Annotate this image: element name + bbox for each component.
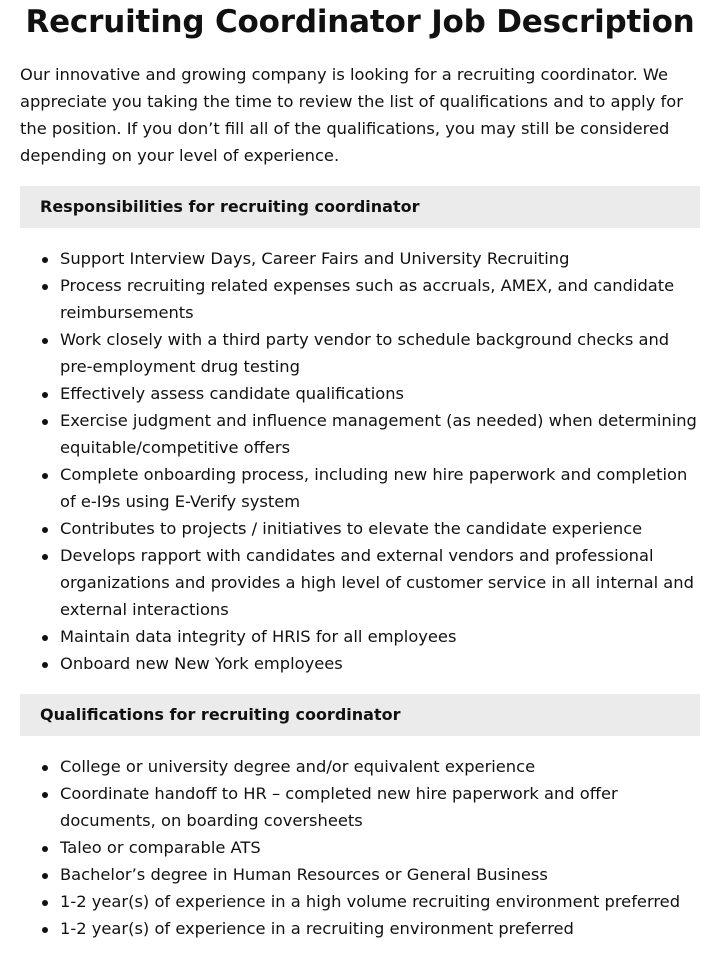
qualifications-list xyxy=(20,753,700,942)
responsibilities-list xyxy=(20,245,700,677)
list-item: Complete onboarding process, including new hire paperwork and completion of e-I9s using E-Verify system xyxy=(20,461,700,515)
list-item: 1-2 year(s) of experience in a recruiting environment preferred xyxy=(20,915,700,942)
list-item: Taleo or comparable ATS xyxy=(20,834,700,861)
intro-paragraph: Our innovative and growing company is looking for a recruiting coordinator. We appreciate you taking the time to review the list of qualifications and to apply for the position. If you don’t fill all of the qualifications, you may still be considered depending on your level of experience. xyxy=(20,65,683,165)
list-item: Bachelor’s degree in Human Resources or General Business xyxy=(20,861,700,888)
list-item: Develops rapport with candidates and external vendors and professional organizations and provides a high level of customer service in all internal and external interactions xyxy=(20,542,700,623)
list-item: Contributes to projects / initiatives to elevate the candidate experience xyxy=(20,515,700,542)
list-item: Onboard new New York employees xyxy=(20,650,700,677)
responsibilities-heading: Responsibilities for recruiting coordinator xyxy=(20,186,700,228)
list-item: Coordinate handoff to HR – completed new hire paperwork and offer documents, on boarding coversheets xyxy=(20,780,700,834)
list-item: Exercise judgment and influence management (as needed) when determining equitable/competitive offers xyxy=(20,407,700,461)
list-item: Process recruiting related expenses such as accruals, AMEX, and candidate reimbursements xyxy=(20,272,700,326)
qualifications-heading: Qualifications for recruiting coordinator xyxy=(20,694,700,736)
list-item: College or university degree and/or equivalent experience xyxy=(20,753,700,780)
page-title: Recruiting Coordinator Job Description xyxy=(25,4,695,40)
list-item: Work closely with a third party vendor to schedule background checks and pre-employment drug testing xyxy=(20,326,700,380)
list-item: Maintain data integrity of HRIS for all employees xyxy=(20,623,700,650)
list-item: Effectively assess candidate qualifications xyxy=(20,380,700,407)
list-item: Support Interview Days, Career Fairs and University Recruiting xyxy=(20,245,700,272)
list-item: 1-2 year(s) of experience in a high volume recruiting environment preferred xyxy=(20,888,700,915)
